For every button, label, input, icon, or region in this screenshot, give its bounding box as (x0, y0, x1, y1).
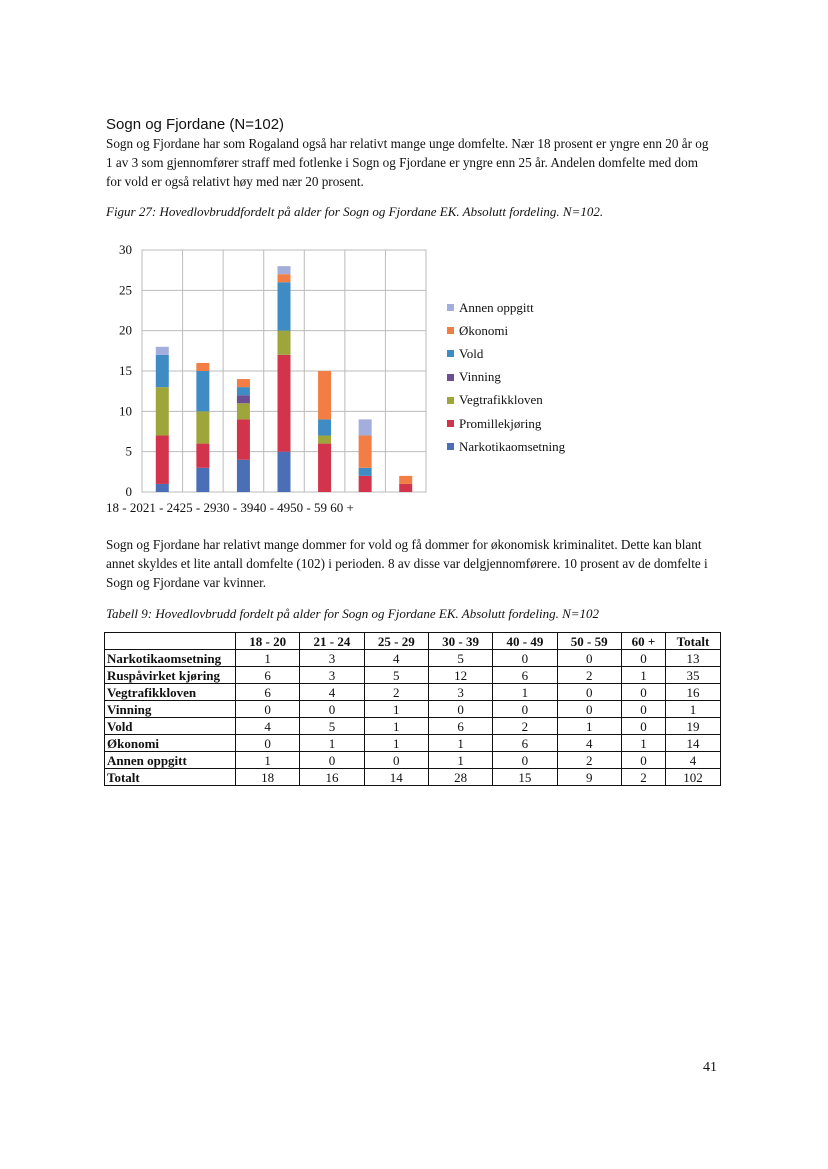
bar-segment (278, 331, 291, 355)
table-header-cell: 50 - 59 (557, 633, 621, 650)
table-cell: 1 (666, 701, 721, 718)
table-cell: 1 (300, 735, 364, 752)
section-heading: Sogn og Fjordane (N=102) (106, 116, 285, 133)
table-cell: 16 (666, 684, 721, 701)
x-tick-labels: 18 - 2021 - 2425 - 2930 - 3940 - 4950 - 59 60 + (106, 500, 354, 515)
legend-item (447, 342, 565, 365)
table-cell: 18 (236, 769, 300, 786)
legend-label: Promillekjøring (459, 415, 542, 431)
table-cell: 19 (666, 718, 721, 735)
intro-paragraph: Sogn og Fjordane har som Rogaland også har relativt mange unge domfelte. Nær 18 prosent er yngre enn 20 år og 1 av 3 som gjennomfører straff med fotlenke i Sogn og Fjordane er yngre enn 25 år. Andelen domfelte med dom for vold er også relativt høy med nær 20 prosent. (106, 136, 709, 189)
y-tick-label: 15 (119, 363, 132, 378)
bar-segment (278, 282, 291, 330)
table-cell: 0 (621, 718, 665, 735)
body-paragraph: Sogn og Fjordane har relativt mange dommer for vold og få dommer for økonomisk kriminalitet. Dette kan blant annet skyldes et lite antall domfelte (102) i perioden. 8 av disse var delgjennomførere. 10 prosent av de domfelte i Sogn og Fjordane var kvinner. (106, 537, 708, 590)
bar-segment (196, 411, 209, 443)
legend-swatch (447, 350, 454, 357)
table-cell: 2 (364, 684, 428, 701)
bar-segment (399, 476, 412, 484)
table-cell: 6 (236, 684, 300, 701)
table-header-cell (105, 633, 236, 650)
table-cell: 6 (493, 667, 557, 684)
bar-segment (359, 468, 372, 476)
legend-label: Vegtrafikkloven (459, 392, 543, 408)
table-cell: 0 (557, 650, 621, 667)
bar-segment (237, 379, 250, 387)
bar-segment (156, 355, 169, 387)
table-cell: 102 (666, 769, 721, 786)
bar-segment (278, 266, 291, 274)
bar-segment (359, 419, 372, 435)
bar-segment (196, 371, 209, 411)
table-cell: 0 (493, 650, 557, 667)
table-caption: Tabell 9: Hovedlovbrudd fordelt på alder for Sogn og Fjordane EK. Absolutt fordeling. N=102 (106, 606, 600, 621)
bar-segment (237, 395, 250, 403)
table-header-cell: 18 - 20 (236, 633, 300, 650)
table-cell: 9 (557, 769, 621, 786)
figure-caption: Figur 27: Hovedlovbruddfordelt på alder for Sogn og Fjordane EK. Absolutt fordeling. N=102. (106, 204, 604, 219)
table-cell: 3 (428, 684, 492, 701)
bar-segment (156, 387, 169, 435)
table-cell: 1 (236, 752, 300, 769)
table-row (105, 684, 721, 701)
legend-swatch (447, 397, 454, 404)
table-header-cell: 40 - 49 (493, 633, 557, 650)
table-cell: 1 (364, 735, 428, 752)
table-cell: 3 (300, 667, 364, 684)
bar-segment (318, 371, 331, 419)
table-cell: 0 (236, 701, 300, 718)
table-cell: 4 (300, 684, 364, 701)
legend-swatch (447, 327, 454, 334)
table-cell: 16 (300, 769, 364, 786)
legend-item (447, 296, 565, 319)
bar-segment (156, 347, 169, 355)
bar-segment (278, 452, 291, 492)
table-cell: 1 (364, 718, 428, 735)
table-cell: 1 (236, 650, 300, 667)
table-cell: 6 (428, 718, 492, 735)
table-cell: 13 (666, 650, 721, 667)
legend-swatch (447, 374, 454, 381)
table-row-label: Ruspåvirket kjøring (105, 667, 236, 684)
bar-segment (318, 419, 331, 435)
table-cell: 0 (428, 701, 492, 718)
table-row-label: Annen oppgitt (105, 752, 236, 769)
table-cell: 5 (428, 650, 492, 667)
table-row (105, 650, 721, 667)
bar-segment (237, 403, 250, 419)
table-header-cell: 30 - 39 (428, 633, 492, 650)
bar-segment (156, 436, 169, 484)
data-table (104, 632, 721, 786)
table-cell: 2 (493, 718, 557, 735)
bar-segment (156, 484, 169, 492)
table-cell: 6 (236, 667, 300, 684)
table-header-cell: 60 + (621, 633, 665, 650)
legend-item (447, 435, 565, 458)
table-cell: 15 (493, 769, 557, 786)
table-cell: 4 (236, 718, 300, 735)
table-cell: 1 (557, 718, 621, 735)
table-cell: 5 (300, 718, 364, 735)
bar-segment (399, 484, 412, 492)
table-cell: 1 (428, 752, 492, 769)
bar-segment (278, 355, 291, 452)
bar-segment (196, 444, 209, 468)
table-row-label: Vegtrafikkloven (105, 684, 236, 701)
table-cell: 1 (428, 735, 492, 752)
table-row (105, 769, 721, 786)
table-cell: 14 (666, 735, 721, 752)
bar-segment (278, 274, 291, 282)
y-tick-label: 30 (119, 242, 132, 257)
table-cell: 0 (621, 701, 665, 718)
table-cell: 0 (621, 650, 665, 667)
legend-label: Narkotikaomsetning (459, 438, 566, 454)
table-cell: 0 (300, 701, 364, 718)
table-cell: 35 (666, 667, 721, 684)
bar-segment (318, 444, 331, 492)
table-row (105, 701, 721, 718)
table-cell: 0 (364, 752, 428, 769)
y-tick-label: 20 (119, 322, 132, 338)
table-cell: 2 (557, 667, 621, 684)
table-row-label: Narkotikaomsetning (105, 650, 236, 667)
table-cell: 0 (621, 752, 665, 769)
table-cell: 1 (493, 684, 557, 701)
table-row (105, 735, 721, 752)
table-cell: 0 (300, 752, 364, 769)
legend-item (447, 412, 565, 435)
legend-swatch (447, 420, 454, 427)
legend-item (447, 319, 565, 342)
table-cell: 5 (364, 667, 428, 684)
y-tick-label: 10 (119, 403, 132, 419)
table-row-label: Vinning (105, 701, 236, 718)
bar-segment (196, 468, 209, 492)
table-cell: 0 (621, 684, 665, 701)
legend-item (447, 389, 565, 412)
table-cell: 4 (364, 650, 428, 667)
table-cell: 0 (236, 735, 300, 752)
bar-segment (196, 363, 209, 371)
page-number: 41 (703, 1060, 717, 1075)
chart-legend (447, 296, 565, 458)
table-cell: 1 (364, 701, 428, 718)
table-row-label: Vold (105, 718, 236, 735)
table-cell: 0 (493, 752, 557, 769)
bar-segment (359, 436, 372, 468)
table-cell: 0 (557, 684, 621, 701)
table-cell: 14 (364, 769, 428, 786)
stacked-bar-chart (104, 240, 434, 525)
table-cell: 3 (300, 650, 364, 667)
bar-segment (318, 436, 331, 444)
table-cell: 0 (493, 701, 557, 718)
table-row (105, 667, 721, 684)
table-cell: 2 (557, 752, 621, 769)
table-row-label: Økonomi (105, 735, 236, 752)
y-tick-label: 0 (125, 484, 132, 499)
bar-segment (359, 476, 372, 492)
table-cell: 4 (557, 735, 621, 752)
table-header-cell: 25 - 29 (364, 633, 428, 650)
bar-segment (237, 387, 250, 395)
table-cell: 4 (666, 752, 721, 769)
legend-swatch (447, 304, 454, 311)
table-cell: 1 (621, 735, 665, 752)
table-cell: 28 (428, 769, 492, 786)
legend-label: Økonomi (459, 322, 509, 338)
bar-segment (237, 419, 250, 459)
legend-label: Annen oppgitt (459, 299, 534, 315)
table-header-row (105, 633, 721, 650)
table-cell: 1 (621, 667, 665, 684)
y-tick-label: 25 (119, 282, 132, 298)
table-row-label: Totalt (105, 769, 236, 786)
legend-label: Vinning (459, 369, 501, 385)
table-row (105, 718, 721, 735)
table-row (105, 752, 721, 769)
table-cell: 2 (621, 769, 665, 786)
bar-segment (237, 460, 250, 492)
table-cell: 0 (557, 701, 621, 718)
table-cell: 6 (493, 735, 557, 752)
table-cell: 12 (428, 667, 492, 684)
table-header-cell: Totalt (666, 633, 721, 650)
legend-label: Vold (459, 345, 484, 361)
y-tick-label: 5 (125, 443, 132, 459)
legend-swatch (447, 443, 454, 450)
table-header-cell: 21 - 24 (300, 633, 364, 650)
legend-item (447, 366, 565, 389)
